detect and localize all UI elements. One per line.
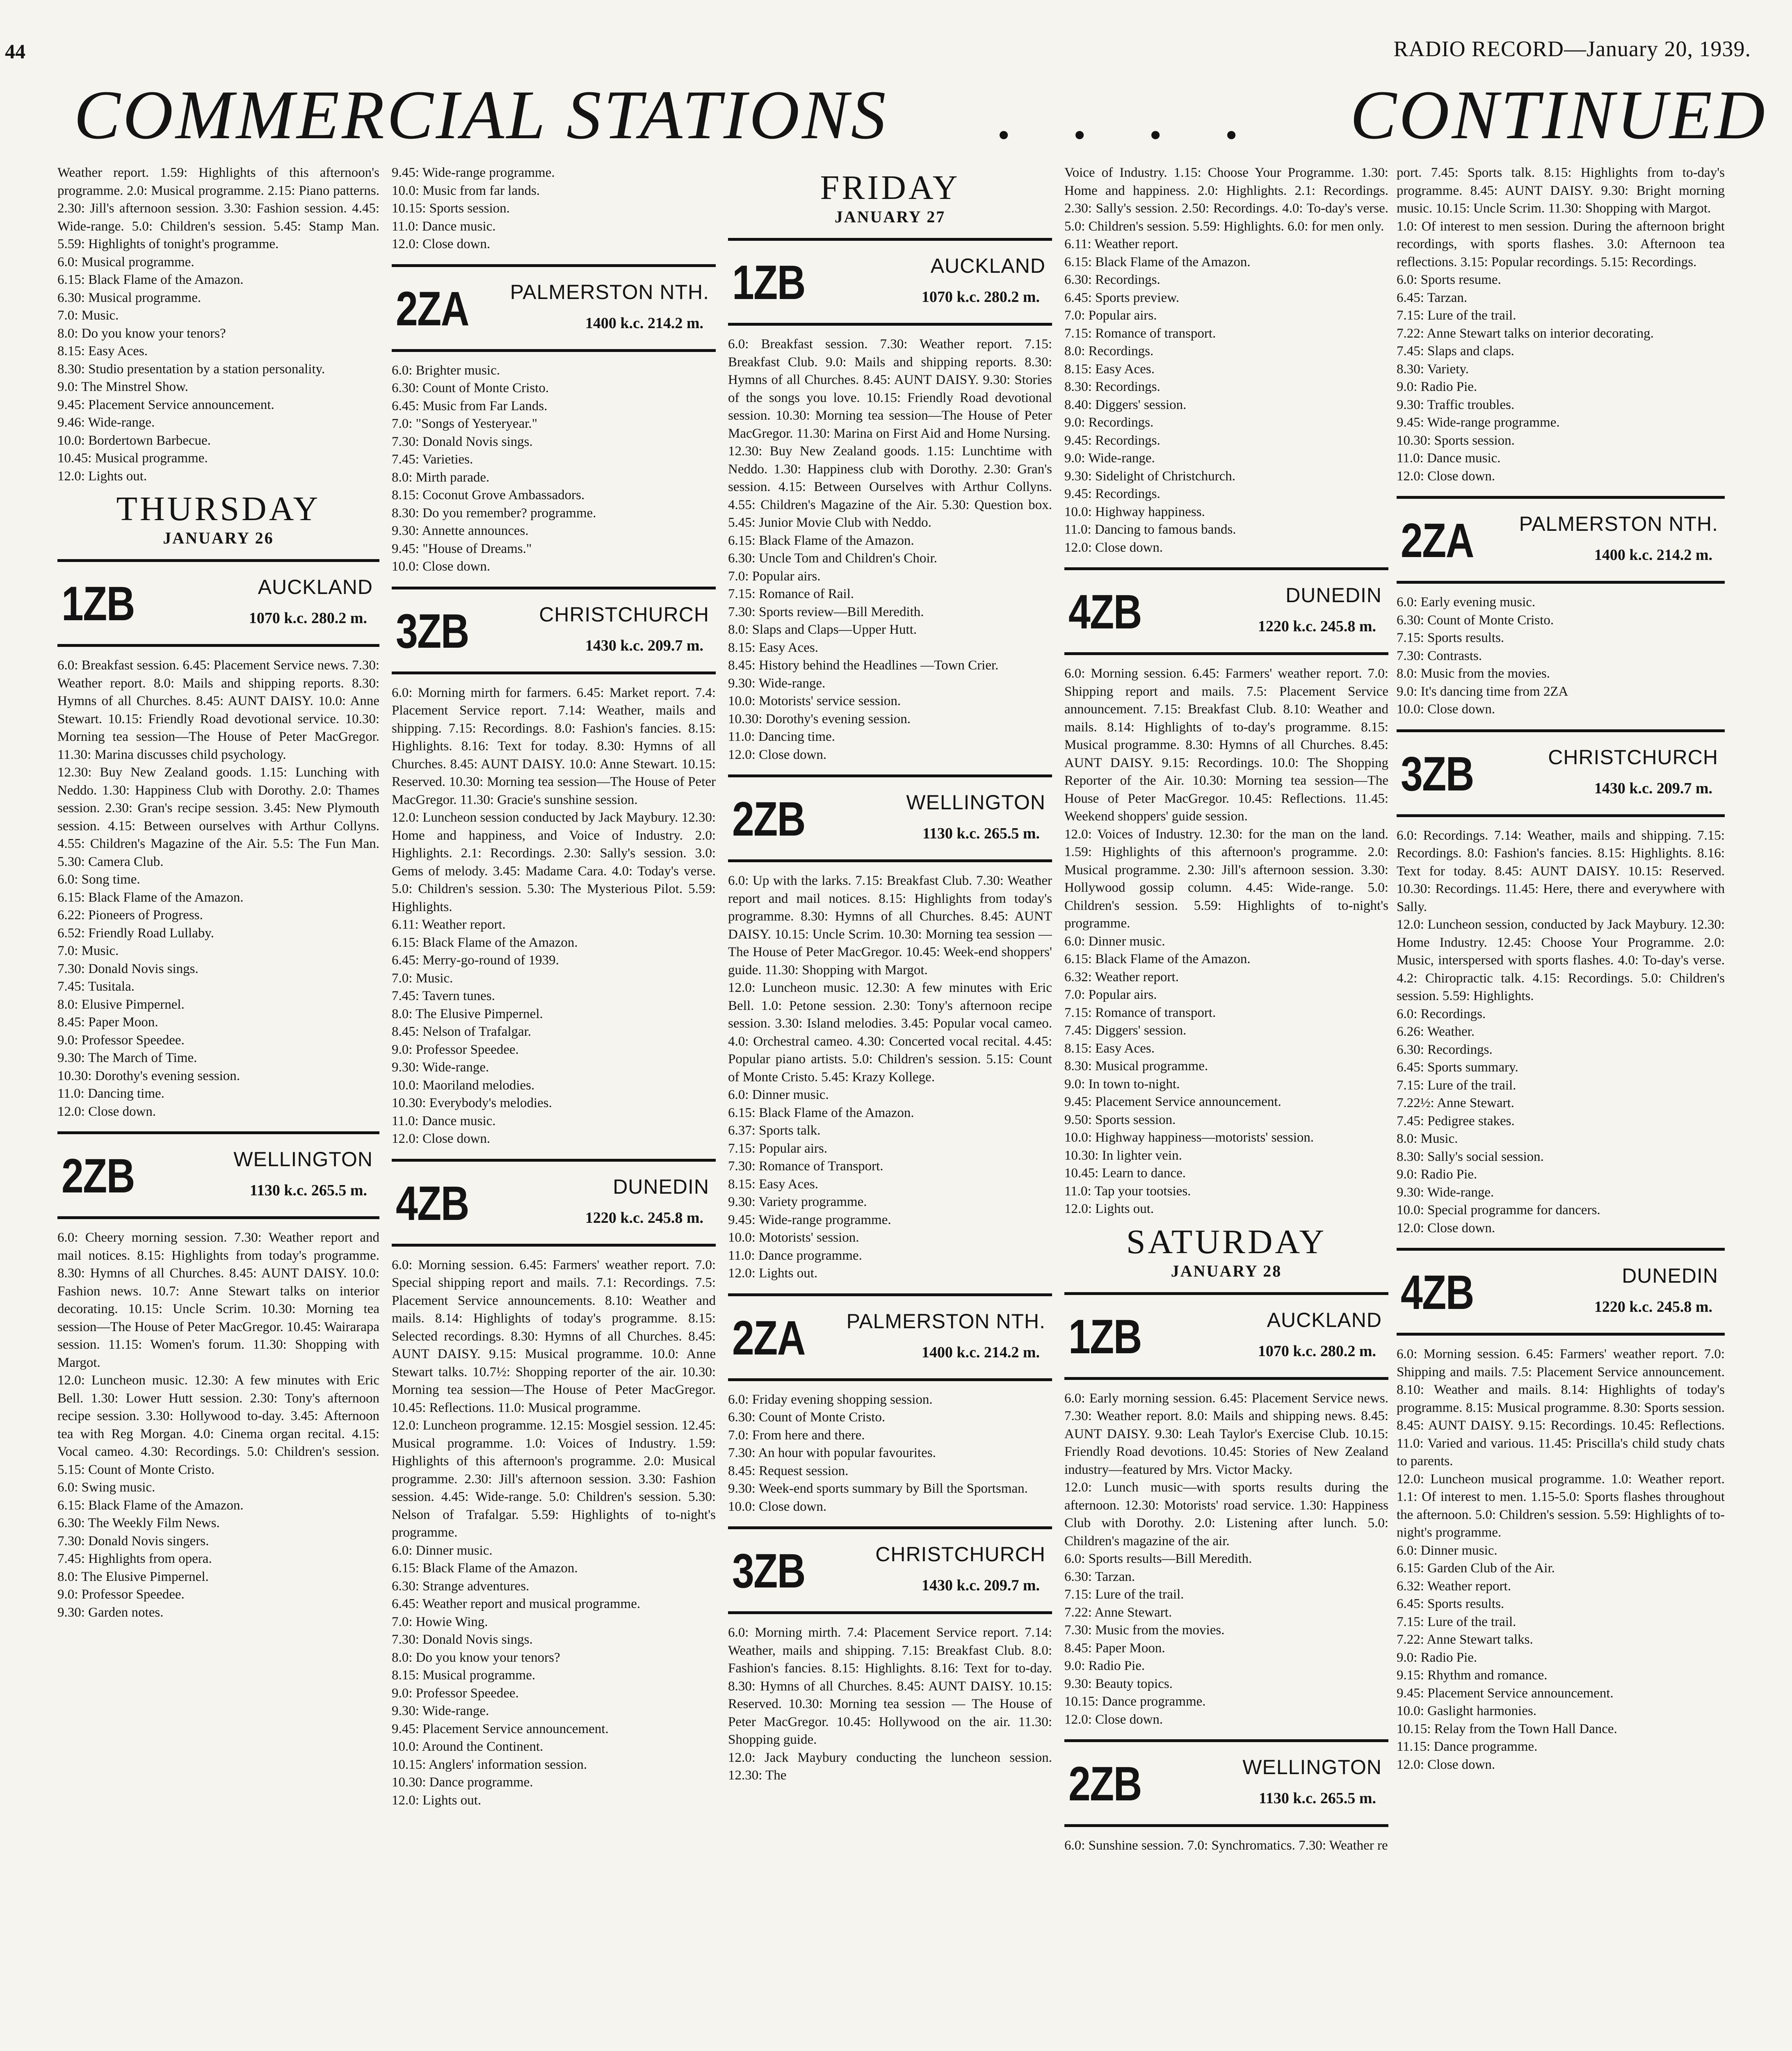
station-callsign: 4ZB [1068, 585, 1141, 639]
listing: 12.30: Buy New Zealand goods. 1.15: Lunching with Neddo. 1.30: Happiness Club with Dorothy. 2.0: Thames session. 2.30: Gran's recipe session. 3.45: New Plymouth session. 4.15: Between ourselves with Arthur Collyns. 4.55: Children's Magazine of the Air. 5.5: The Fun Man. 5.30: Camera Club. 6.0: Song time. 6.15: Black Flame of the Amazon. 6.22: Pioneers of Progress. 6.52: Friendly Road Lullaby. 7.0: Music. 7.30: Donald Novis sings. 7.45: Tusitala. 8.0: Elusive Pimpernel. 8.45: Paper Moon. 9.0: Professor Speedee. 9.30: The March of Time. 10.30: Dorothy's evening session. 11.0: Dancing time. 12.0: Close down. [57, 765, 379, 1119]
station-city: AUCKLAND [930, 254, 1046, 277]
running-head: RADIO RECORD—January 20, 1939. [1393, 37, 1751, 61]
station-city: PALMERSTON NTH. [846, 1309, 1046, 1333]
station-city: AUCKLAND [258, 576, 373, 598]
station-callsign: 3ZB [1401, 747, 1474, 801]
station-city: WELLINGTON [1242, 1756, 1382, 1779]
station-frequency: 1070 k.c. 280.2 m. [921, 288, 1040, 306]
banner-right: CONTINUED [1350, 76, 1767, 153]
listing: 6.0: Sunshine session. 7.0: Synchromatics. 7.30: Weather re [1064, 1838, 1388, 1853]
station-frequency: 1130 k.c. 265.5 m. [922, 825, 1040, 842]
station-city: AUCKLAND [1267, 1308, 1382, 1332]
station-frequency: 1400 k.c. 214.2 m. [921, 1343, 1040, 1361]
page-number: 44 [5, 40, 25, 63]
station-frequency: 1400 k.c. 214.2 m. [585, 314, 703, 332]
station-frequency: 1070 k.c. 280.2 m. [249, 610, 367, 627]
listing: 6.0: Up with the larks. 7.15: Breakfast Club. 7.30: Weather report and mail notices. 8.15: Highlights from today's programme. 8.30: Hymns of all Churches. 8.45: AUNT DAISY. 10.15: Uncle Scrim. 10.30: Morning tea session — The House of Peter MacGregor. 10.45: Week-end shoppers' guide. 11.30: Shopping with Margot. [728, 873, 1052, 978]
station-frequency: 1070 k.c. 280.2 m. [1258, 1342, 1376, 1360]
station-header [728, 1526, 1052, 1614]
station-header [728, 774, 1052, 862]
listing: Weather report. 1.59: Highlights of this afternoon's programme. 2.0: Musical programme. 2.15: Piano patterns. 2.30: Jill's afternoon session. 3.30: Fashion session. 4.45: Wide-range. 5.0: Children's session. 5.45: Stamp Man. 5.59: Highlights of tonight's programme. [57, 165, 379, 251]
station-callsign: 2ZB [62, 1149, 135, 1203]
station-city: DUNEDIN [1285, 584, 1382, 607]
station-city: WELLINGTON [233, 1148, 373, 1171]
station-frequency: 1400 k.c. 214.2 m. [1594, 546, 1712, 564]
station-city: DUNEDIN [613, 1175, 709, 1198]
listing: 6.0: Morning mirth. 7.4: Placement Service report. 7.14: Weather, mails and shipping. 7.15: Breakfast Club. 8.0: Fashion's fancies. 8.15: Highlights. 8.16: Text for to-day. 8.30: Hymns of all Churches. 8.45: AUNT DAISY. 10.15: Reserved. 10.30: Morning tea session — The House of Peter MacGregor. 10.45: Hollywood on the air. 11.30: Shopping guide. 12.0: Jack Maybury conducting the luncheon session. 12.30: The [728, 1625, 1052, 1783]
station-callsign: 2ZB [1068, 1757, 1141, 1811]
day-heading [57, 490, 379, 548]
listing: 6.0: Breakfast session. 6.45: Placement Service news. 7.30: Weather report. 8.0: Mails and shipping reports. 8.30: Hymns of all Churches. 8.45: AUNT DAISY. 10.0: Anne Stewart. 10.15: Friendly Road devotional service. 10.30: Morning tea session—The House of Peter MacGregor. 11.30: Marina discusses child psychology. [57, 658, 379, 762]
station-callsign: 1ZB [732, 256, 805, 310]
banner-dots: . . . . [997, 76, 1262, 153]
station-callsign: 1ZB [62, 577, 135, 631]
station-callsign: 4ZB [396, 1176, 469, 1231]
listing: 6.0: Breakfast session. 7.30: Weather report. 7.15: Breakfast Club. 9.0: Mails and shipping reports. 8.30: Hymns of all Churches. 8.45: AUNT DAISY. 9.30: Stories of the songs you love. 10.15: Friendly Road devotional session. 10.30: Morning tea session—The House of Peter MacGregor. 11.30: Marina on First Aid and Home Nursing. [728, 337, 1052, 441]
station-header [1064, 1739, 1388, 1827]
column-4 [1064, 164, 1388, 2051]
section-banner [74, 76, 1767, 154]
station-callsign: 3ZB [732, 1544, 805, 1598]
column-5 [1397, 164, 1725, 2051]
station-city: CHRISTCHURCH [539, 603, 709, 626]
listing: 12.0: Luncheon programme. 12.15: Mosgiel session. 12.45: Musical programme. 1.0: Voices of Industry. 1.59: Highlights of this afternoon's programme. 2.0: Musical programme. 2.30: Jill's afternoon session. 3.30: Fashion session. 4.45: Wide-range. 5.0: Children's session. 5.30: Nelson of Trafalgar. 5.59: Highlights of to-night's programme. 6.0: Dinner music. 6.15: Black Flame of the Amazon. 6.30: Strange adventures. 6.45: Weather report and musical programme. 7.0: Howie Wing. 7.30: Donald Novis sings. 8.0: Do you know your tenors? 8.15: Musical programme. 9.0: Professor Speedee. 9.30: Wide-range. 9.45: Placement Service announcement. 10.0: Around the Continent. 10.15: Anglers' information session. 10.30: Dance programme. 12.0: Lights out. [392, 1418, 716, 1808]
station-header [1397, 1248, 1725, 1336]
station-header [1397, 729, 1725, 817]
listing: 6.0: Early evening music. 6.30: Count of Monte Cristo. 7.15: Sports results. 7.30: Contrasts. 8.0: Music from the movies. 9.0: It's dancing time from 2ZA 10.0: Close down. [1397, 595, 1568, 717]
station-frequency: 1130 k.c. 265.5 m. [1258, 1790, 1376, 1807]
station-frequency: 1220 k.c. 245.8 m. [585, 1209, 703, 1226]
column-1 [57, 164, 379, 2051]
banner-left: COMMERCIAL STATIONS [74, 76, 888, 153]
listing: 6.0: Friday evening shopping session. 6.30: Count of Monte Cristo. 7.0: From here and there. 7.30: An hour with popular favourites. 8.45: Request session. 9.30: Week-end sports summary by Bill the Sportsman. 10.0: Close down. [728, 1392, 1028, 1514]
station-callsign: 2ZA [732, 1311, 805, 1365]
station-frequency: 1130 k.c. 265.5 m. [249, 1182, 367, 1199]
station-header [392, 587, 716, 674]
station-frequency: 1220 k.c. 245.8 m. [1594, 1298, 1712, 1316]
day-heading [1064, 1223, 1388, 1281]
station-city: CHRISTCHURCH [1548, 745, 1718, 769]
column-2 [392, 164, 716, 2051]
station-header [57, 559, 379, 647]
station-header [728, 1293, 1052, 1381]
station-header [1397, 496, 1725, 584]
listing: 12.30: Buy New Zealand goods. 1.15: Lunchtime with Neddo. 1.30: Happiness club with Dorothy. 2.30: Gran's session. 4.15: Between Ourselves with Arthur Collyns. 4.55: Children's Magazine of the Air. 5.30: Question box. 5.45: Junior Movie Club with Neddo. 6.15: Black Flame of the Amazon. 6.30: Uncle Tom and Children's Choir. 7.0: Popular airs. 7.15: Romance of Rail. 7.30: Sports review—Bill Meredith. 8.0: Slaps and Claps—Upper Hutt. 8.15: Easy Aces. 8.45: History behind the Headlines —Town Crier. 9.30: Wide-range. 10.0: Motorists' service session. 10.30: Dorothy's evening session. 11.0: Dancing time. 12.0: Close down. [728, 444, 1052, 762]
listing: 6.0: Musical programme. 6.15: Black Flame of the Amazon. 6.30: Musical programme. 7.0: Music. 8.0: Do you know your tenors? 8.15: Easy Aces. 8.30: Studio presentation by a station personality. 9.0: The Minstrel Show. 9.45: Placement Service announcement. 9.46: Wide-range. 10.0: Bordertown Barbecue. 10.45: Musical programme. 12.0: Lights out. [57, 254, 325, 484]
station-callsign: 2ZA [1401, 514, 1474, 568]
station-city: PALMERSTON NTH. [1519, 512, 1718, 535]
listing: 12.0: Luncheon session conducted by Jack Maybury. 12.30: Home and happiness, and Voice of Industry. 2.0: Highlights. 2.1: Recordings. 2.30: Sally's session. 3.0: Gems of melody. 3.45: Madame Cara. 4.0: Today's verse. 5.0: Children's session. 5.30: The Mysterious Pilot. 5.59: Highlights. 6.11: Weather report. 6.15: Black Flame of the Amazon. 6.45: Merry-go-round of 1939. 7.0: Music. 7.45: Tavern tunes. 8.0: The Elusive Pimpernel. 8.45: Nelson of Trafalgar. 9.0: Professor Speedee. 9.30: Wide-range. 10.0: Maoriland melodies. 10.30: Everybody's melodies. 11.0: Dance music. 12.0: Close down. [392, 810, 716, 1146]
station-city: CHRISTCHURCH [875, 1543, 1046, 1566]
day-heading [728, 169, 1052, 227]
listing: 6.0: Cheery morning session. 7.30: Weather report and mail notices. 8.15: Highlights from today's programme. 8.30: Hymns of all Churches. 8.45: AUNT DAISY. 10.0: Fashion news. 10.7: Anne Stewart talks on interior decorating. 10.15: Uncle Scrim. 10.30: Morning tea session—The House of Peter MacGregor. 10.45: Wairarapa session. 11.15: Women's forum. 11.30: Shopping with Margot. [57, 1230, 379, 1370]
listing: 6.0: Early morning session. 6.45: Placement Service news. 7.30: Weather report. 8.0: Mails and shipping news. 8.45: AUNT DAISY. 9.30: Leah Taylor's Exercise Club. 10.15: Friendly Road devotions. 10.45: Stories of New Zealand industry—featured by Mrs. Victor Macky. [1064, 1391, 1388, 1477]
day-date: JANUARY 26 [163, 529, 274, 547]
day-name: FRIDAY [820, 169, 960, 207]
station-frequency: 1430 k.c. 209.7 m. [921, 1577, 1040, 1594]
station-header [392, 264, 716, 352]
listing: Voice of Industry. 1.15: Choose Your Programme. 1.30: Home and happiness. 2.0: Highlights. 2.1: Recordings. 2.30: Sally's session. 2.50: Recordings. 4.0: To-day's verse. 5.0: Children's session. 5.59: Highlights. 6.0: for men only. 6.11: Weather report. 6.15: Black Flame of the Amazon. 6.30: Recordings. 6.45: Sports preview. 7.0: Popular airs. 7.15: Romance of transport. 8.0: Recordings. 8.15: Easy Aces. 8.30: Recordings. 8.40: Diggers' session. 9.0: Recordings. 9.45: Recordings. 9.0: Wide-range. 9.30: Sidelight of Christchurch. 9.45: Recordings. 10.0: Highway happiness. 11.0: Dancing to famous bands. 12.0: Close down. [1064, 165, 1388, 555]
listing: 6.0: Recordings. 7.14: Weather, mails and shipping. 7.15: Recordings. 8.0: Fashion's fancies. 8.15: Highlights. 8.16: Text for today. 8.45: AUNT DAISY. 10.15: Reserved. 10.30: Recordings. 11.45: Here, there and everywhere with Sally. 12.0: Luncheon session, conducted by Jack Maybury. 12.30: Home Industry. 12.45: Choose Your Programme. 2.0: Music, interspersed with sports flashes. 4.0: To-day's verse. 4.2: Chiropractic talk. 4.15: Recordings. 5.0: Children's session. 5.59: Highlights. 6.0: Recordings. 6.26: Weather. 6.30: Recordings. 6.45: Sports summary. 7.15: Lure of the trail. 7.22½: Anne Stewart. 7.45: Pedigree stakes. 8.0: Music. 8.30: Sally's social session. 9.0: Radio Pie. 9.30: Wide-range. 10.0: Special programme for dancers. 12.0: Close down. [1397, 828, 1725, 1236]
station-callsign: 2ZA [396, 281, 469, 336]
station-header [1064, 567, 1388, 655]
listing: 12.0: Voices of Industry. 12.30: for the man on the land. 1.59: Highlights of this afternoon's programme. 2.0: Musical programme. 2.30: Jill's afternoon session. 3.30: Hollywood gossip column. 4.45: Wide-range. 5.0: Children's session. 5.59: Highlights of to-night's programme. 6.0: Dinner music. 6.15: Black Flame of the Amazon. 6.32: Weather report. 7.0: Popular airs. 7.15: Romance of transport. 7.45: Diggers' session. 8.15: Easy Aces. 8.30: Musical programme. 9.0: In town to-night. 9.45: Placement Service announcement. 9.50: Sports session. 10.0: Highway happiness—motorists' session. 10.30: In lighter vein. 10.45: Learn to dance. 11.0: Tap your tootsies. 12.0: Lights out. [1064, 827, 1388, 1216]
listing: port. 7.45: Sports talk. 8.15: Highlights from to-day's programme. 8.45: AUNT DAISY. 9.30: Bright morning music. 10.15: Uncle Scrim. 11.30: Shopping with Margot. 1.0: Of interest to men session. During the afternoon bright recordings, with sports flashes. 3.0: Afternoon tea reflections. 3.15: Popular recordings. 5.15: Recordings. 6.0: Sports resume. 6.45: Tarzan. 7.15: Lure of the trail. 7.22: Anne Stewart talks on interior decorating. 7.45: Slaps and claps. 8.30: Variety. 9.0: Radio Pie. 9.30: Traffic troubles. 9.45: Wide-range programme. 10.30: Sports session. 11.0: Dance music. 12.0: Close down. [1397, 165, 1725, 484]
day-date: JANUARY 28 [1171, 1261, 1282, 1280]
day-name: SATURDAY [1126, 1222, 1327, 1261]
station-callsign: 1ZB [1068, 1309, 1141, 1364]
listing: 9.45: Wide-range programme. 10.0: Music from far lands. 10.15: Sports session. 11.0: Dance music. 12.0: Close down. [392, 165, 555, 251]
station-city: PALMERSTON NTH. [510, 280, 709, 304]
station-header [728, 238, 1052, 326]
day-date: JANUARY 27 [834, 208, 946, 226]
listing: 12.0: Luncheon music. 12.30: A few minutes with Eric Bell. 1.30: Lower Hutt session. 2.30: Tony's afternoon recipe session. 3.30: Hollywood to-day. 3.45: Afternoon tea with Reg Morgan. 4.0: Cinema organ recital. 4.15: Vocal cameo. 4.30: Recordings. 5.0: Children's session. 5.15: Count of Monte Cristo. 6.0: Swing music. 6.15: Black Flame of the Amazon. 6.30: The Weekly Film News. 7.30: Donald Novis singers. 7.45: Highlights from opera. 8.0: The Elusive Pimpernel. 9.0: Professor Speedee. 9.30: Garden notes. [57, 1373, 379, 1620]
station-frequency: 1430 k.c. 209.7 m. [585, 637, 703, 654]
station-header [392, 1159, 716, 1247]
station-city: WELLINGTON [906, 791, 1046, 814]
station-city: DUNEDIN [1622, 1264, 1718, 1287]
listing: 6.0: Morning session. 6.45: Farmers' weather report. 7.0: Special shipping report and mails. 7.1: Recordings. 7.5: Placement Service announcements. 8.10: Weather and mails. 8.14: Highlights of today's programme. 8.15: Selected recordings. 8.30: Hymns of all Churches. 8.45: AUNT DAISY. 9.15: Musical programme. 10.0: Anne Stewart talks. 10.7½: Shopping reporter of the air. 10.30: Morning tea session—The House of Peter MacGregor. 10.45: Reflections. 11.0: Musical programme. [392, 1257, 716, 1415]
listing: 12.0: Luncheon music. 12.30: A few minutes with Eric Bell. 1.0: Petone session. 2.30: Tony's afternoon recipe session. 3.30: Island melodies. 3.45: Popular vocal cameo. 4.0: Orchestral cameo. 4.30: Concerted vocal recital. 4.45: Popular piano artists. 5.0: Children's session. 5.15: Count of Monte Cristo. 5.45: Krazy Kollege. 6.0: Dinner music. 6.15: Black Flame of the Amazon. 6.37: Sports talk. 7.15: Popular airs. 7.30: Romance of Transport. 8.15: Easy Aces. 9.30: Variety programme. 9.45: Wide-range programme. 10.0: Motorists' session. 11.0: Dance programme. 12.0: Lights out. [728, 980, 1052, 1281]
day-name: THURSDAY [116, 490, 321, 528]
station-frequency: 1220 k.c. 245.8 m. [1258, 618, 1376, 635]
station-callsign: 4ZB [1401, 1265, 1474, 1320]
listing: 12.0: Lunch music—with sports results during the afternoon. 12.30: Motorists' road service. 1.30: Happiness Club with Dorothy. 2.0: Listening after lunch. 5.0: Children's magazine of the air. 6.0: Sports results—Bill Meredith. 6.30: Tarzan. 7.15: Lure of the trail. 7.22: Anne Stewart. 7.30: Music from the movies. 8.45: Paper Moon. 9.0: Radio Pie. 9.30: Beauty topics. 10.15: Dance programme. 12.0: Close down. [1064, 1480, 1388, 1727]
listing: 6.0: Morning session. 6.45: Farmers' weather report. 7.0: Shipping report and mails. 7.5: Placement Service announcement. 7.15: Breakfast Club. 8.10: Weather and mails. 8.14: Highlights of to-day's programme. 8.15: Musical programme. 8.30: Hymns of all Churches. 8.45: AUNT DAISY. 9.15: Recordings. 10.0: The Shopping Reporter of the Air. 10.30: Morning tea session—The House of Peter MacGregor. 10.45: Reflections. 11.45: Weekend shoppers' guide session. [1064, 666, 1388, 824]
listing: 6.0: Morning session. 6.45: Farmers' weather report. 7.0: Shipping and mails. 7.5: Placement Service announcement. 8.10: Weather and mails. 8.14: Highlights of today's programme. 8.15: Musical programme. 8.30: Sports session. 8.45: AUNT DAISY. 9.15: Recordings. 10.45: Reflections. 11.0: Varied and various. 11.45: Priscilla's child study chats to parents. 12.0: Luncheon musical programme. 1.0: Weather report. 1.1: Of interest to men. 1.15-5.0: Sports flashes throughout the afternoon. 5.0: Children's session. 5.59: Highlights of to-night's programme. 6.0: Dinner music. 6.15: Garden Club of the Air. 6.32: Weather report. 6.45: Sports results. 7.15: Lure of the trail. 7.22: Anne Stewart talks. 9.0: Radio Pie. 9.15: Rhythm and romance. 9.45: Placement Service announcement. 10.0: Gaslight harmonies. 10.15: Relay from the Town Hall Dance. 11.15: Dance programme. 12.0: Close down. [1397, 1347, 1725, 1772]
station-callsign: 3ZB [396, 604, 469, 658]
station-header [57, 1131, 379, 1219]
station-header [1064, 1292, 1388, 1380]
station-callsign: 2ZB [732, 792, 805, 846]
column-3 [728, 164, 1052, 2051]
station-frequency: 1430 k.c. 209.7 m. [1594, 779, 1712, 797]
listing: 6.0: Morning mirth for farmers. 6.45: Market report. 7.4: Placement Service report. 7.14: Weather, mails and shipping. 7.15: Recordings. 8.0: Fashion's fancies. 8.15: Highlights. 8.16: Text for today. 8.30: Hymns of all Churches. 8.45: AUNT DAISY. 10.0: Anne Stewart. 10.15: Reserved. 10.30: Morning tea session—The House of Peter MacGregor. 11.30: Gracie's sunshine session. [392, 685, 716, 807]
listing: 6.0: Brighter music. 6.30: Count of Monte Cristo. 6.45: Music from Far Lands. 7.0: "Songs of Yesteryear." 7.30: Donald Novis sings. 7.45: Varieties. 8.0: Mirth parade. 8.15: Coconut Grove Ambassadors. 8.30: Do you remember? programme. 9.30: Annette announces. 9.45: "House of Dreams." 10.0: Close down. [392, 363, 596, 574]
